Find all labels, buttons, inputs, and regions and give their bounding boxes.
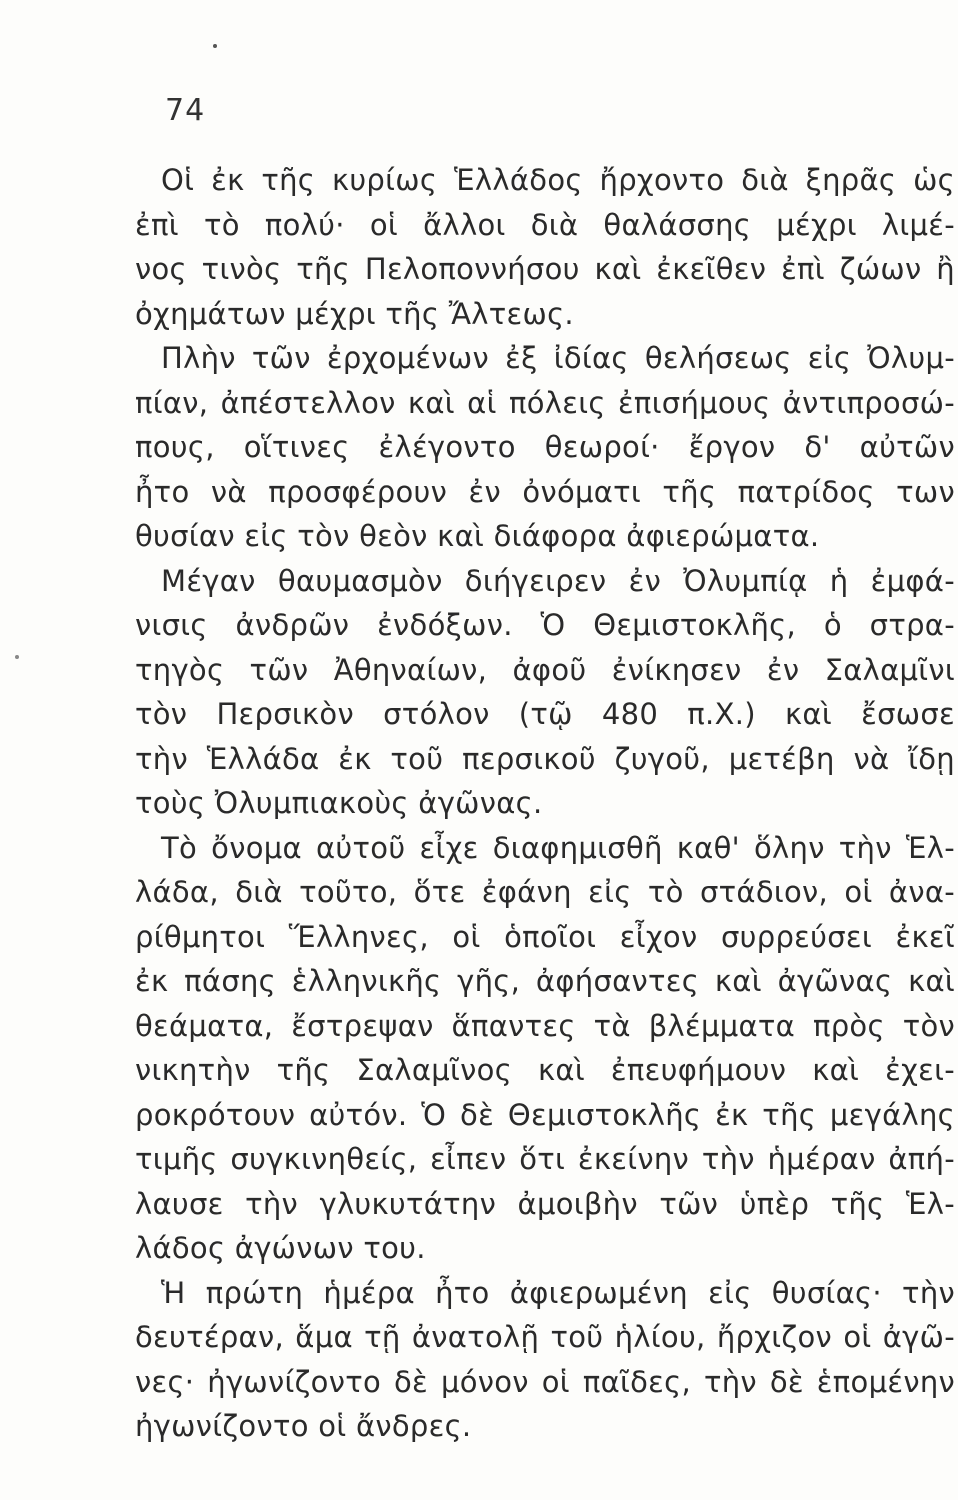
text-line: ἦτο νὰ προσφέρουν ἐν ὀνόματι τῆς πατρίδος των <box>135 474 955 509</box>
text-line: θυσίαν εἰς τὸν θεὸν καὶ διάφορα ἀφιερώματα. <box>135 519 820 553</box>
text-line: νες· ἠγωνίζοντο δὲ μόνον οἱ παῖδες, τὴν δὲ ἑπομένην <box>135 1364 955 1399</box>
text-line: τηγὸς τῶν Ἀθηναίων, ἀφοῦ ἐνίκησεν ἐν Σαλαμῖνι <box>135 652 955 687</box>
text-line: τὸν Περσικὸν στόλον (τῷ 480 π.Χ.) καὶ ἔσωσε <box>135 697 955 731</box>
text-line: ρίθμητοι Ἕλληνες, οἱ ὁποῖοι εἶχον συρρεύσει ἐκεῖ <box>135 919 955 954</box>
body-text <box>135 158 955 1449</box>
text-line: θεάματα, ἔστρεψαν ἅπαντες τὰ βλέμματα πρὸς τὸν <box>135 1008 955 1043</box>
text-line: νικητὴν τῆς Σαλαμῖνος καὶ ἐπευφήμουν καὶ ἐχει- <box>135 1053 955 1087</box>
text-line: Ἡ πρώτη ἡμέρα ἦτο ἀφιερωμένη εἰς θυσίας· τὴν <box>161 1275 955 1310</box>
text-line: λάδα, διὰ τοῦτο, ὅτε ἐφάνη εἰς τὸ στάδιον, οἱ ἀνα- <box>135 875 955 909</box>
text-line: Οἱ ἐκ τῆς κυρίως Ἑλλάδος ἤρχοντο διὰ ξηρᾶς ὡς <box>161 163 955 197</box>
text-line: ἐκ πάσης ἑλληνικῆς γῆς, ἀφήσαντες καὶ ἀγῶνας καὶ <box>135 964 955 998</box>
text-line: πίαν, ἀπέστελλον καὶ αἱ πόλεις ἐπισήμους ἀντιπροσώ- <box>135 385 955 420</box>
text-line: λαυσε τὴν γλυκυτάτην ἀμοιβὴν τῶν ὑπὲρ τῆς Ἑλ- <box>135 1186 955 1221</box>
print-speck <box>15 655 19 659</box>
text-line: Μέγαν θαυμασμὸν διήγειρεν ἐν Ὀλυμπίᾳ ἡ ἐμφά- <box>161 563 955 598</box>
text-line: νος τινὸς τῆς Πελοποννήσου καὶ ἐκεῖθεν ἐπὶ ζώων ἢ <box>135 252 955 286</box>
text-line: δευτέραν, ἅμα τῇ ἀνατολῇ τοῦ ἡλίου, ἤρχιζον οἱ ἀγῶ- <box>135 1320 955 1354</box>
text-line: τιμῆς συγκινηθείς, εἶπεν ὅτι ἐκείνην τὴν ἡμέραν ἀπή- <box>135 1142 955 1176</box>
text-line: ἠγωνίζοντο οἱ ἄνδρες. <box>135 1409 472 1443</box>
text-line: λάδος ἀγώνων του. <box>135 1231 426 1265</box>
print-speck <box>213 44 217 48</box>
text-line: ὀχημάτων μέχρι τῆς Ἄλτεως. <box>135 296 574 331</box>
page-number: 74 <box>165 93 206 128</box>
text-line: πους, οἵτινες ἐλέγοντο θεωροί· ἔργον δ' αὐτῶν <box>135 430 955 464</box>
text-line: Πλὴν τῶν ἐρχομένων ἐξ ἰδίας θελήσεως εἰς Ὀλυμ- <box>161 341 955 375</box>
text-line: Τὸ ὄνομα αὐτοῦ εἶχε διαφημισθῆ καθ' ὅλην τὴν Ἑλ- <box>161 830 955 865</box>
text-line: ἐπὶ τὸ πολύ· οἱ ἄλλοι διὰ θαλάσσης μέχρι λιμέ- <box>135 207 955 242</box>
text-line: τοὺς Ὀλυμπιακοὺς ἀγῶνας. <box>135 786 543 820</box>
text-line: ροκρότουν αὐτόν. Ὁ δὲ Θεμιστοκλῆς ἐκ τῆς μεγάλης <box>135 1097 955 1132</box>
text-line: νισις ἀνδρῶν ἐνδόξων. Ὁ Θεμιστοκλῆς, ὁ στρα- <box>135 608 955 642</box>
text-line: τὴν Ἑλλάδα ἐκ τοῦ περσικοῦ ζυγοῦ, μετέβη νὰ ἴδῃ <box>135 741 955 776</box>
